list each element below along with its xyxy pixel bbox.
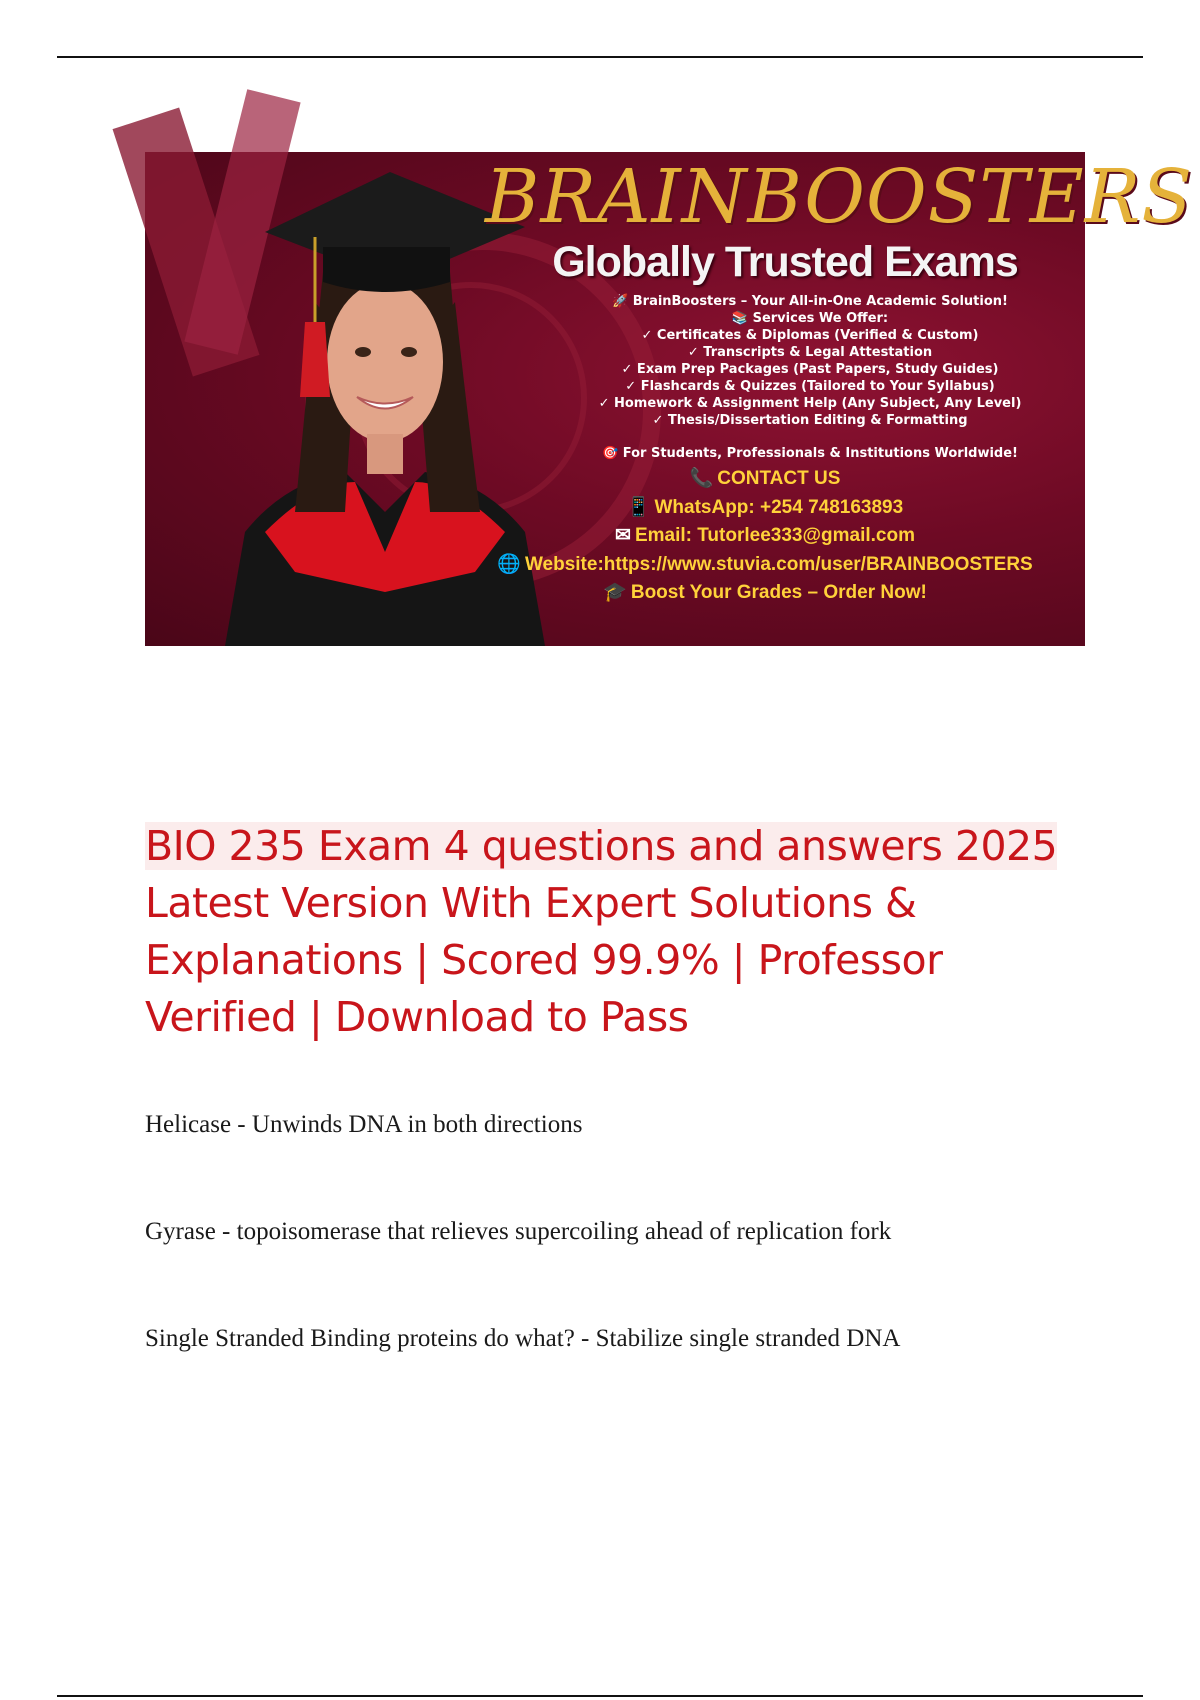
graduation-cap-icon: 🎓	[603, 582, 627, 603]
globe-icon: 🌐	[497, 553, 521, 575]
banner-tagline: Globally Trusted Exams	[552, 238, 1018, 286]
qa-item: Helicase - Unwinds DNA in both directions	[145, 1111, 583, 1138]
envelope-icon: ✉	[615, 525, 631, 546]
contact-us-line	[445, 465, 1085, 494]
website-line[interactable]	[445, 551, 1085, 580]
services-heading: 📚 Services We Offer:	[731, 311, 889, 326]
qa-item: Gyrase - topoisomerase that relieves supercoiling ahead of replication fork	[145, 1218, 892, 1245]
service-item: ✓ Thesis/Dissertation Editing & Formatting	[652, 413, 968, 428]
cta-line	[445, 579, 1085, 608]
top-rule	[57, 56, 1143, 58]
service-item: ✓ Homework & Assignment Help (Any Subject, Any Level)	[598, 396, 1022, 411]
title-line: Verified | Download to Pass	[145, 993, 689, 1041]
phone-icon: 📞	[689, 468, 714, 489]
cta-label: Boost Your Grades – Order Now!	[630, 582, 927, 603]
service-item: ✓ Exam Prep Packages (Past Papers, Study Guides)	[621, 362, 999, 377]
audience-line: 🎯 For Students, Professionals & Institutions Worldwide!	[602, 446, 1018, 461]
whatsapp-line[interactable]	[445, 494, 1085, 523]
contact-us-label: CONTACT US	[717, 468, 841, 489]
title-line: BIO 235 Exam 4 questions and answers 2025	[145, 822, 1058, 870]
document-title	[145, 818, 1065, 1046]
service-item: ✓ Transcripts & Legal Attestation	[687, 345, 933, 360]
email-label: Email: Tutorlee333@gmail.com	[634, 525, 915, 546]
mobile-phone-icon: 📱	[626, 496, 651, 518]
whatsapp-label: WhatsApp: +254 748163893	[654, 496, 904, 518]
email-line[interactable]	[445, 522, 1085, 551]
service-item: ✓ Certificates & Diplomas (Verified & Custom)	[641, 328, 979, 343]
contact-block	[445, 465, 1085, 608]
banner-intro: 🚀 BrainBoosters – Your All-in-One Academic Solution!	[612, 294, 1008, 309]
promo-banner	[145, 152, 1194, 646]
service-item: ✓ Flashcards & Quizzes (Tailored to Your Syllabus)	[625, 379, 995, 394]
bottom-rule	[57, 1695, 1143, 1697]
title-line: Latest Version With Expert Solutions &	[145, 879, 917, 927]
brand-logo: BRAINBOOSTERS	[485, 154, 1194, 240]
services-list	[540, 293, 1080, 462]
title-line: Explanations | Scored 99.9% | Professor	[145, 936, 943, 984]
qa-item: Single Stranded Binding proteins do what? - Stabilize single stranded DNA	[145, 1325, 901, 1352]
website-label: Website:https://www.stuvia.com/user/BRAINBOOSTERS	[524, 553, 1033, 575]
